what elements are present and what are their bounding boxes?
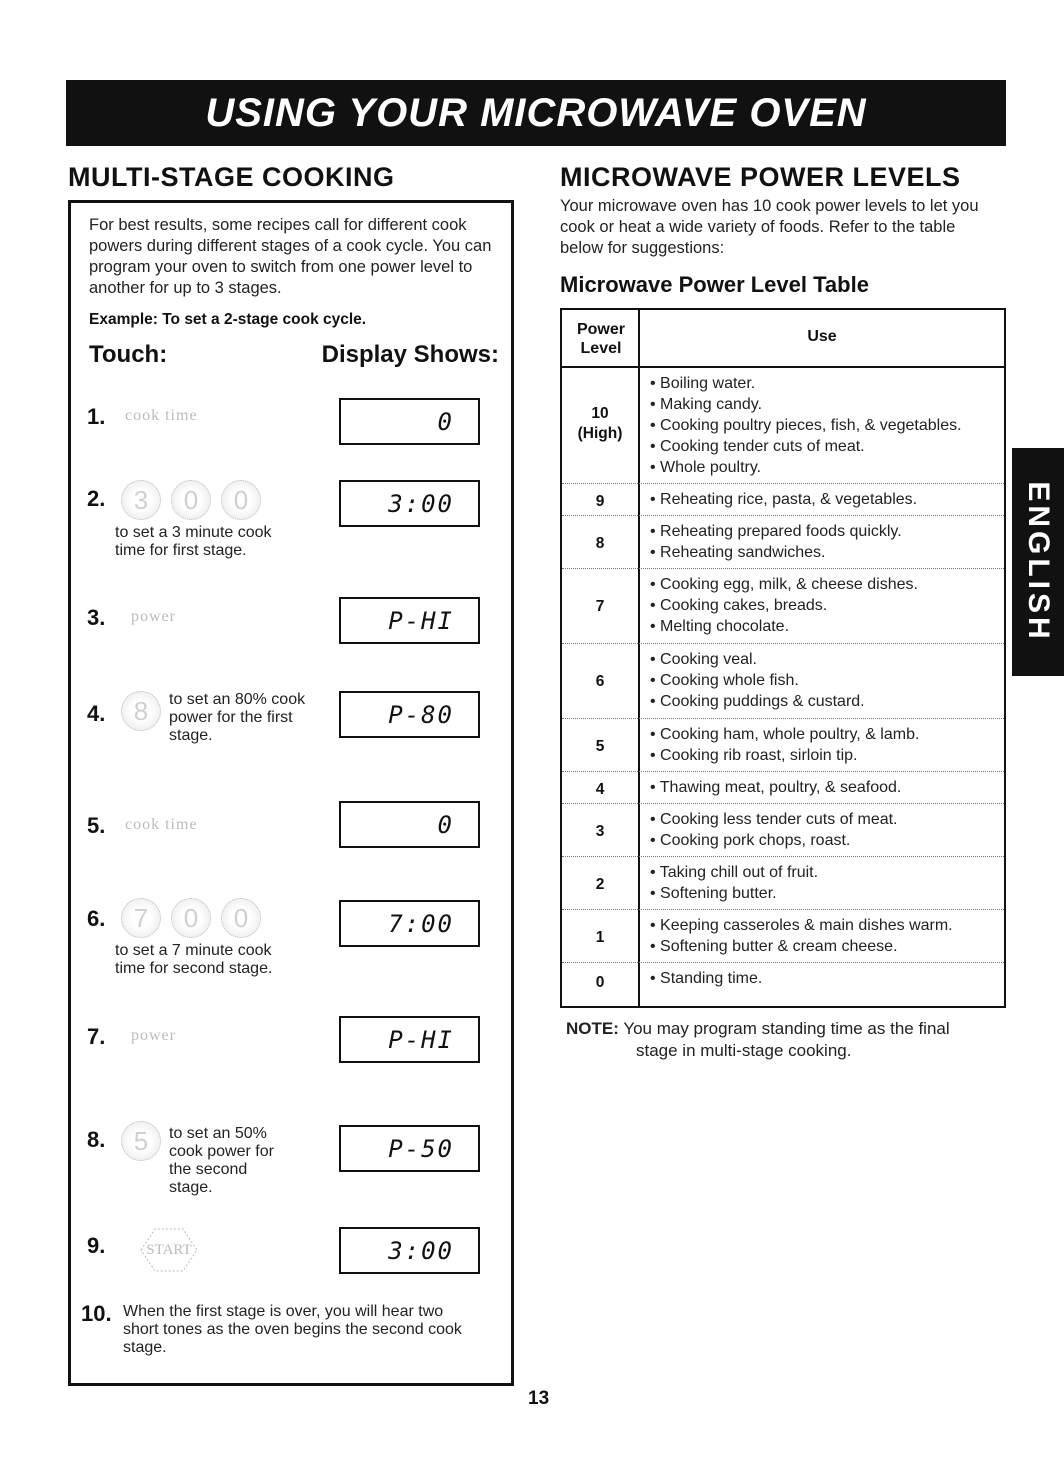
use-item: • Keeping casseroles & main dishes warm. <box>650 915 953 936</box>
step-description: When the first stage is over, you will hear two short tones as the oven begins the second cook stage. <box>123 1303 462 1356</box>
display-panel <box>339 480 480 527</box>
use-item: • Softening butter & cream cheese. <box>650 936 953 957</box>
use-item: • Taking chill out of fruit. <box>650 862 818 883</box>
display-value: P-50 <box>388 1135 454 1163</box>
use-item: • Boiling water. <box>650 373 962 394</box>
use-item: • Standing time. <box>650 968 762 989</box>
use-item: • Cooking whole fish. <box>650 670 865 691</box>
use-item: • Melting chocolate. <box>650 616 918 637</box>
use-list <box>650 521 902 563</box>
table-row <box>562 484 1004 516</box>
power-level-value: 3 <box>595 823 605 840</box>
digit-3-key[interactable]: 3 <box>121 480 161 520</box>
language-tab-label: ENGLISH <box>1022 481 1055 643</box>
step-description: to set a 7 minute cook time for second stage. <box>115 942 273 977</box>
note-text-line-1: You may program standing time as the final <box>623 1019 950 1038</box>
display-panel <box>339 1227 480 1274</box>
multi-stage-intro: For best results, some recipes call for different cook powers during different stages of a cook cycle. You can program your oven to switch from one power level to another for up to 3 stages. <box>89 216 492 297</box>
step-number: 4. <box>87 701 106 726</box>
use-list <box>650 862 818 904</box>
use-item: • Whole poultry. <box>650 457 962 478</box>
step-description: to set a 3 minute cook time for first stage. <box>115 524 272 559</box>
use-item: • Cooking ham, whole poultry, & lamb. <box>650 724 919 745</box>
power-level-value: 7 <box>595 598 605 615</box>
display-value: P-80 <box>388 701 454 729</box>
power-level-value: 1 <box>595 929 605 946</box>
use-list <box>650 649 865 712</box>
step-number: 2. <box>87 486 106 511</box>
use-list <box>650 373 962 478</box>
power-level-value: 6 <box>595 673 605 690</box>
digit-0-key[interactable]: 0 <box>171 480 211 520</box>
multi-stage-heading: MULTI-STAGE COOKING <box>68 162 395 192</box>
table-row <box>562 857 1004 910</box>
power-level-value: 5 <box>595 738 605 755</box>
use-list <box>650 489 917 510</box>
table-row <box>562 772 1004 804</box>
power-table-title: Microwave Power Level Table <box>560 272 869 297</box>
table-row <box>562 368 1004 484</box>
display-value: 3:00 <box>388 1237 454 1265</box>
display-shows-label: Display Shows: <box>321 341 499 368</box>
display-panel <box>339 1125 480 1172</box>
display-value: 0 <box>437 811 454 839</box>
use-item: • Cooking puddings & custard. <box>650 691 865 712</box>
digit-0-key[interactable]: 0 <box>171 898 211 938</box>
column-header-use: Use <box>807 328 837 345</box>
display-value: 7:00 <box>388 910 454 938</box>
power-level-value: 4 <box>595 781 605 798</box>
power-level-value: 2 <box>595 876 605 893</box>
use-item: • Softening butter. <box>650 883 818 904</box>
use-item: • Cooking rib roast, sirloin tip. <box>650 745 919 766</box>
display-panel <box>339 398 480 445</box>
step-number: 7. <box>87 1024 106 1049</box>
display-panel <box>339 900 480 947</box>
cook-time-key[interactable]: cook time <box>125 816 198 833</box>
step-description: to set an 50% cook power for the second stage. <box>169 1125 274 1196</box>
digit-0-key[interactable]: 0 <box>221 480 261 520</box>
multi-stage-box <box>68 200 514 1386</box>
power-level-value: 0 <box>595 974 605 991</box>
language-tab <box>1012 448 1064 676</box>
display-value: P-HI <box>388 1026 454 1054</box>
display-panel <box>339 691 480 738</box>
table-header <box>562 310 1004 368</box>
display-value: 0 <box>437 408 454 436</box>
power-key[interactable]: power <box>131 608 176 625</box>
digit-5-key[interactable]: 5 <box>121 1121 161 1161</box>
digit-8-key[interactable]: 8 <box>121 691 161 731</box>
use-item: • Reheating sandwiches. <box>650 542 902 563</box>
power-key[interactable]: power <box>131 1027 176 1044</box>
table-row <box>562 804 1004 857</box>
use-item: • Cooking veal. <box>650 649 865 670</box>
display-value: P-HI <box>388 607 454 635</box>
banner-title: USING YOUR MICROWAVE OVEN <box>205 90 867 135</box>
power-levels-intro: Your microwave oven has 10 cook power levels to let you cook or heat a wide variety of foods. Refer to the table below for suggestions: <box>560 197 979 257</box>
digit-7-key[interactable]: 7 <box>121 898 161 938</box>
power-level-value: 8 <box>595 535 605 552</box>
power-level-sub: (High) <box>577 425 623 442</box>
step-number: 6. <box>87 906 106 931</box>
use-item: • Thawing meat, poultry, & seafood. <box>650 777 901 798</box>
use-item: • Cooking less tender cuts of meat. <box>650 809 898 830</box>
power-level-value <box>562 404 638 444</box>
example-caption: Example: To set a 2-stage cook cycle. <box>89 311 367 328</box>
table-row <box>562 963 1004 1006</box>
note-label: NOTE: <box>566 1019 619 1038</box>
use-item: • Reheating rice, pasta, & vegetables. <box>650 489 917 510</box>
step-number: 3. <box>87 605 106 630</box>
use-item: • Cooking tender cuts of meat. <box>650 436 962 457</box>
display-panel <box>339 1016 480 1063</box>
note-text-line-2: stage in multi-stage cooking. <box>636 1041 852 1060</box>
use-list <box>650 724 919 766</box>
start-button[interactable] <box>121 1221 217 1279</box>
power-level-table <box>560 308 1006 1008</box>
cook-time-key[interactable]: cook time <box>125 407 198 424</box>
table-row <box>562 719 1004 772</box>
use-list <box>650 777 901 798</box>
column-header-level: Power Level <box>576 321 625 357</box>
use-item: • Cooking cakes, breads. <box>650 595 918 616</box>
digit-0-key[interactable]: 0 <box>221 898 261 938</box>
power-level-number: 10 <box>591 405 609 422</box>
use-item: • Cooking poultry pieces, fish, & vegetables. <box>650 415 962 436</box>
power-level-value: 9 <box>595 493 605 510</box>
step-number: 8. <box>87 1127 106 1152</box>
table-row <box>562 910 1004 963</box>
use-item: • Cooking egg, milk, & cheese dishes. <box>650 574 918 595</box>
start-key-label: START <box>146 1241 192 1258</box>
display-value: 3:00 <box>388 490 454 518</box>
use-item: • Reheating prepared foods quickly. <box>650 521 902 542</box>
step-number: 10. <box>81 1301 112 1326</box>
use-item: • Cooking pork chops, roast. <box>650 830 898 851</box>
step-description: to set an 80% cook power for the first stage. <box>169 691 306 744</box>
table-row <box>562 644 1004 719</box>
table-row <box>562 569 1004 644</box>
use-list <box>650 968 762 989</box>
touch-label: Touch: <box>89 341 168 368</box>
step-number: 9. <box>87 1233 106 1258</box>
page-banner <box>66 80 1006 146</box>
step-number: 5. <box>87 813 106 838</box>
use-list <box>650 574 918 637</box>
step-number: 1. <box>87 404 106 429</box>
power-levels-heading: MICROWAVE POWER LEVELS <box>560 162 961 192</box>
use-list <box>650 915 953 957</box>
display-panel <box>339 801 480 848</box>
table-row <box>562 516 1004 569</box>
page-number: 13 <box>528 1388 550 1409</box>
use-list <box>650 809 898 851</box>
standing-time-note <box>566 1018 1006 1062</box>
use-item: • Making candy. <box>650 394 962 415</box>
display-panel <box>339 597 480 644</box>
